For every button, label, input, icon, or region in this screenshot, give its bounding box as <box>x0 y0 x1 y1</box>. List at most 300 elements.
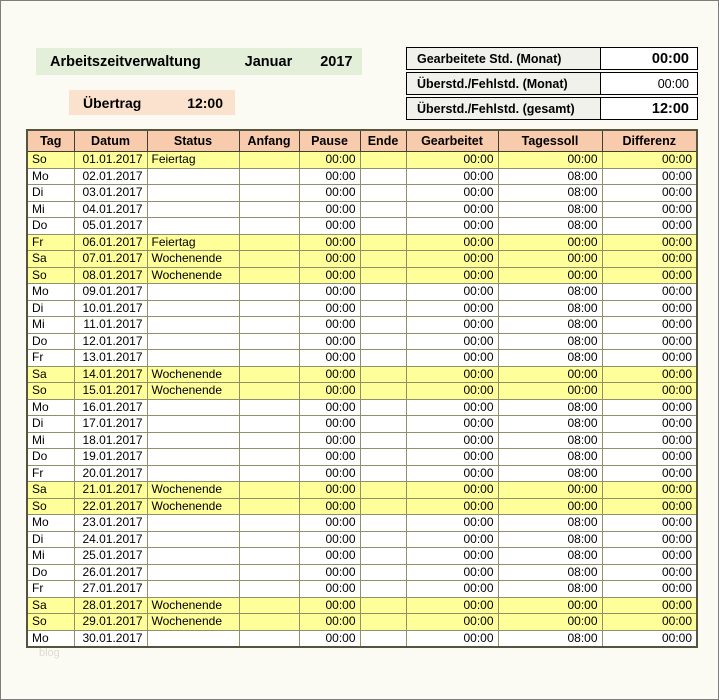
carryover-value[interactable]: 12:00 <box>187 94 223 111</box>
cell-date: 02.01.2017 <box>74 168 147 185</box>
table-row <box>27 383 697 400</box>
cell-day: Fr <box>27 465 74 482</box>
cell-break[interactable]: 00:00 <box>299 515 360 532</box>
cell-difference: 00:00 <box>602 630 697 647</box>
cell-break[interactable]: 00:00 <box>299 564 360 581</box>
cell-difference: 00:00 <box>602 284 697 301</box>
cell-break[interactable]: 00:00 <box>299 399 360 416</box>
cell-difference: 00:00 <box>602 416 697 433</box>
cell-status[interactable]: Wochenende <box>147 251 239 268</box>
table-row <box>27 465 697 482</box>
cell-start[interactable] <box>239 383 299 400</box>
cell-target: 08:00 <box>498 449 602 466</box>
cell-worked: 00:00 <box>406 515 498 532</box>
cell-day: Do <box>27 218 74 235</box>
summary-overtime-month-label: Überstd./Fehlstd. (Monat) <box>407 73 601 94</box>
cell-date: 21.01.2017 <box>74 482 147 499</box>
cell-worked: 00:00 <box>406 284 498 301</box>
cell-status[interactable] <box>147 449 239 466</box>
table-row <box>27 300 697 317</box>
cell-start[interactable] <box>239 614 299 631</box>
cell-worked: 00:00 <box>406 168 498 185</box>
cell-worked: 00:00 <box>406 350 498 367</box>
cell-worked: 00:00 <box>406 152 498 169</box>
cell-difference: 00:00 <box>602 366 697 383</box>
cell-end[interactable] <box>360 317 406 334</box>
cell-start[interactable] <box>239 317 299 334</box>
carryover-block <box>69 90 235 115</box>
table-row <box>27 218 697 235</box>
cell-break[interactable]: 00:00 <box>299 614 360 631</box>
table-row <box>27 234 697 251</box>
header-status: Status <box>147 130 239 152</box>
table-row <box>27 350 697 367</box>
cell-worked: 00:00 <box>406 449 498 466</box>
cell-difference: 00:00 <box>602 185 697 202</box>
cell-target: 00:00 <box>498 597 602 614</box>
cell-status[interactable]: Wochenende <box>147 366 239 383</box>
cell-worked: 00:00 <box>406 416 498 433</box>
cell-date: 08.01.2017 <box>74 267 147 284</box>
cell-day: Di <box>27 185 74 202</box>
table-row <box>27 168 697 185</box>
cell-difference: 00:00 <box>602 152 697 169</box>
cell-date: 24.01.2017 <box>74 531 147 548</box>
cell-end[interactable] <box>360 498 406 515</box>
cell-worked: 00:00 <box>406 465 498 482</box>
cell-break[interactable]: 00:00 <box>299 284 360 301</box>
table-row <box>27 630 697 647</box>
header-break: Pause <box>299 130 360 152</box>
cell-status[interactable] <box>147 581 239 598</box>
cell-date: 16.01.2017 <box>74 399 147 416</box>
cell-start[interactable] <box>239 300 299 317</box>
cell-status[interactable] <box>147 201 239 218</box>
cell-difference: 00:00 <box>602 432 697 449</box>
cell-day: Mo <box>27 630 74 647</box>
cell-status[interactable] <box>147 218 239 235</box>
cell-worked: 00:00 <box>406 482 498 499</box>
cell-date: 27.01.2017 <box>74 581 147 598</box>
table-row <box>27 366 697 383</box>
cell-break[interactable]: 00:00 <box>299 531 360 548</box>
cell-start[interactable] <box>239 581 299 598</box>
table-row <box>27 498 697 515</box>
cell-break[interactable]: 00:00 <box>299 630 360 647</box>
cell-end[interactable] <box>360 284 406 301</box>
cell-date: 22.01.2017 <box>74 498 147 515</box>
summary-overtime-total-label: Überstd./Fehlstd. (gesamt) <box>407 98 601 119</box>
cell-status[interactable]: Feiertag <box>147 234 239 251</box>
cell-status[interactable]: Wochenende <box>147 267 239 284</box>
cell-break[interactable]: 00:00 <box>299 350 360 367</box>
cell-date: 26.01.2017 <box>74 564 147 581</box>
cell-end[interactable] <box>360 267 406 284</box>
cell-difference: 00:00 <box>602 317 697 334</box>
cell-status[interactable]: Wochenende <box>147 614 239 631</box>
cell-end[interactable] <box>360 168 406 185</box>
table-row <box>27 399 697 416</box>
cell-target: 08:00 <box>498 465 602 482</box>
cell-target: 00:00 <box>498 267 602 284</box>
cell-status[interactable] <box>147 432 239 449</box>
cell-day: Mo <box>27 284 74 301</box>
cell-difference: 00:00 <box>602 383 697 400</box>
cell-end[interactable] <box>360 201 406 218</box>
timesheet-body <box>27 152 697 648</box>
table-row <box>27 333 697 350</box>
cell-target: 08:00 <box>498 300 602 317</box>
cell-day: Mo <box>27 168 74 185</box>
cell-end[interactable] <box>360 515 406 532</box>
cell-start[interactable] <box>239 234 299 251</box>
watermark-text: blog <box>39 647 60 659</box>
cell-target: 08:00 <box>498 564 602 581</box>
cell-worked: 00:00 <box>406 333 498 350</box>
cell-end[interactable] <box>360 548 406 565</box>
cell-break[interactable]: 00:00 <box>299 366 360 383</box>
cell-status[interactable] <box>147 416 239 433</box>
summary-worked-label: Gearbeitete Std. (Monat) <box>407 48 601 69</box>
cell-start[interactable] <box>239 564 299 581</box>
cell-start[interactable] <box>239 366 299 383</box>
cell-start[interactable] <box>239 515 299 532</box>
cell-day: Mi <box>27 432 74 449</box>
cell-break[interactable]: 00:00 <box>299 218 360 235</box>
cell-end[interactable] <box>360 350 406 367</box>
cell-worked: 00:00 <box>406 300 498 317</box>
cell-day: Mi <box>27 317 74 334</box>
cell-status[interactable] <box>147 284 239 301</box>
cell-target: 08:00 <box>498 399 602 416</box>
cell-start[interactable] <box>239 350 299 367</box>
table-row <box>27 284 697 301</box>
cell-status[interactable]: Feiertag <box>147 152 239 169</box>
cell-status[interactable]: Wochenende <box>147 383 239 400</box>
cell-difference: 00:00 <box>602 350 697 367</box>
cell-break[interactable]: 00:00 <box>299 267 360 284</box>
cell-day: Di <box>27 300 74 317</box>
cell-target: 08:00 <box>498 185 602 202</box>
cell-break[interactable]: 00:00 <box>299 482 360 499</box>
cell-worked: 00:00 <box>406 201 498 218</box>
cell-start[interactable] <box>239 251 299 268</box>
cell-date: 15.01.2017 <box>74 383 147 400</box>
cell-target: 00:00 <box>498 251 602 268</box>
cell-start[interactable] <box>239 168 299 185</box>
cell-worked: 00:00 <box>406 498 498 515</box>
cell-worked: 00:00 <box>406 267 498 284</box>
cell-start[interactable] <box>239 416 299 433</box>
cell-start[interactable] <box>239 399 299 416</box>
cell-difference: 00:00 <box>602 234 697 251</box>
cell-day: Mi <box>27 548 74 565</box>
header-target: Tagessoll <box>498 130 602 152</box>
cell-status[interactable] <box>147 168 239 185</box>
cell-status[interactable] <box>147 185 239 202</box>
cell-difference: 00:00 <box>602 482 697 499</box>
table-row <box>27 597 697 614</box>
cell-day: Sa <box>27 482 74 499</box>
cell-break[interactable]: 00:00 <box>299 416 360 433</box>
header-worked: Gearbeitet <box>406 130 498 152</box>
cell-date: 05.01.2017 <box>74 218 147 235</box>
cell-end[interactable] <box>360 383 406 400</box>
cell-worked: 00:00 <box>406 597 498 614</box>
cell-start[interactable] <box>239 630 299 647</box>
cell-worked: 00:00 <box>406 548 498 565</box>
cell-date: 11.01.2017 <box>74 317 147 334</box>
cell-difference: 00:00 <box>602 531 697 548</box>
cell-day: So <box>27 152 74 169</box>
cell-break[interactable]: 00:00 <box>299 185 360 202</box>
cell-day: Fr <box>27 581 74 598</box>
cell-difference: 00:00 <box>602 399 697 416</box>
cell-status[interactable] <box>147 630 239 647</box>
cell-date: 09.01.2017 <box>74 284 147 301</box>
cell-date: 07.01.2017 <box>74 251 147 268</box>
cell-break[interactable]: 00:00 <box>299 449 360 466</box>
table-row <box>27 416 697 433</box>
cell-end[interactable] <box>360 581 406 598</box>
cell-start[interactable] <box>239 482 299 499</box>
sheet-title <box>36 48 362 75</box>
cell-difference: 00:00 <box>602 333 697 350</box>
cell-date: 28.01.2017 <box>74 597 147 614</box>
cell-worked: 00:00 <box>406 251 498 268</box>
summary-row-overtime-total <box>406 97 698 120</box>
cell-date: 18.01.2017 <box>74 432 147 449</box>
cell-day: Fr <box>27 350 74 367</box>
cell-break[interactable]: 00:00 <box>299 152 360 169</box>
cell-date: 14.01.2017 <box>74 366 147 383</box>
cell-status[interactable] <box>147 515 239 532</box>
table-row <box>27 317 697 334</box>
cell-status[interactable] <box>147 531 239 548</box>
table-row <box>27 581 697 598</box>
cell-difference: 00:00 <box>602 465 697 482</box>
cell-end[interactable] <box>360 531 406 548</box>
cell-break[interactable]: 00:00 <box>299 581 360 598</box>
cell-difference: 00:00 <box>602 300 697 317</box>
cell-target: 00:00 <box>498 614 602 631</box>
cell-worked: 00:00 <box>406 366 498 383</box>
cell-day: Mo <box>27 515 74 532</box>
table-row <box>27 564 697 581</box>
cell-break[interactable]: 00:00 <box>299 251 360 268</box>
cell-status[interactable] <box>147 317 239 334</box>
cell-worked: 00:00 <box>406 581 498 598</box>
cell-status[interactable]: Wochenende <box>147 597 239 614</box>
cell-difference: 00:00 <box>602 168 697 185</box>
cell-difference: 00:00 <box>602 581 697 598</box>
cell-end[interactable] <box>360 366 406 383</box>
cell-difference: 00:00 <box>602 251 697 268</box>
summary-worked-value: 00:00 <box>601 48 697 69</box>
cell-day: Do <box>27 333 74 350</box>
cell-day: So <box>27 614 74 631</box>
cell-target: 08:00 <box>498 630 602 647</box>
cell-worked: 00:00 <box>406 630 498 647</box>
cell-worked: 00:00 <box>406 614 498 631</box>
cell-difference: 00:00 <box>602 449 697 466</box>
cell-end[interactable] <box>360 614 406 631</box>
cell-end[interactable] <box>360 482 406 499</box>
header-date: Datum <box>74 130 147 152</box>
cell-date: 20.01.2017 <box>74 465 147 482</box>
title-year: 2017 <box>320 53 353 70</box>
cell-start[interactable] <box>239 218 299 235</box>
cell-difference: 00:00 <box>602 201 697 218</box>
cell-break[interactable]: 00:00 <box>299 300 360 317</box>
cell-break[interactable]: 00:00 <box>299 234 360 251</box>
cell-worked: 00:00 <box>406 564 498 581</box>
cell-end[interactable] <box>360 597 406 614</box>
cell-end[interactable] <box>360 432 406 449</box>
cell-status[interactable] <box>147 350 239 367</box>
cell-worked: 00:00 <box>406 234 498 251</box>
cell-start[interactable] <box>239 284 299 301</box>
cell-target: 08:00 <box>498 416 602 433</box>
cell-target: 08:00 <box>498 218 602 235</box>
cell-end[interactable] <box>360 416 406 433</box>
cell-start[interactable] <box>239 333 299 350</box>
table-row <box>27 251 697 268</box>
cell-day: Di <box>27 531 74 548</box>
cell-target: 00:00 <box>498 152 602 169</box>
table-row <box>27 152 697 169</box>
cell-start[interactable] <box>239 465 299 482</box>
cell-end[interactable] <box>360 218 406 235</box>
cell-date: 25.01.2017 <box>74 548 147 565</box>
cell-day: Fr <box>27 234 74 251</box>
cell-worked: 00:00 <box>406 383 498 400</box>
cell-date: 13.01.2017 <box>74 350 147 367</box>
cell-end[interactable] <box>360 449 406 466</box>
cell-start[interactable] <box>239 548 299 565</box>
cell-end[interactable] <box>360 251 406 268</box>
cell-end[interactable] <box>360 333 406 350</box>
cell-target: 08:00 <box>498 531 602 548</box>
cell-start[interactable] <box>239 152 299 169</box>
cell-start[interactable] <box>239 201 299 218</box>
cell-day: Sa <box>27 251 74 268</box>
cell-day: Do <box>27 449 74 466</box>
cell-worked: 00:00 <box>406 531 498 548</box>
cell-start[interactable] <box>239 449 299 466</box>
cell-day: So <box>27 498 74 515</box>
cell-start[interactable] <box>239 267 299 284</box>
cell-target: 08:00 <box>498 284 602 301</box>
cell-start[interactable] <box>239 498 299 515</box>
cell-end[interactable] <box>360 185 406 202</box>
cell-status[interactable] <box>147 465 239 482</box>
header-end: Ende <box>360 130 406 152</box>
cell-status[interactable] <box>147 548 239 565</box>
cell-break[interactable]: 00:00 <box>299 597 360 614</box>
cell-difference: 00:00 <box>602 614 697 631</box>
cell-status[interactable] <box>147 300 239 317</box>
cell-day: Sa <box>27 597 74 614</box>
cell-worked: 00:00 <box>406 218 498 235</box>
cell-target: 00:00 <box>498 234 602 251</box>
cell-end[interactable] <box>360 152 406 169</box>
cell-start[interactable] <box>239 597 299 614</box>
app-title: Arbeitszeitverwaltung <box>50 53 201 70</box>
cell-start[interactable] <box>239 185 299 202</box>
cell-break[interactable]: 00:00 <box>299 383 360 400</box>
cell-difference: 00:00 <box>602 218 697 235</box>
cell-difference: 00:00 <box>602 267 697 284</box>
cell-date: 12.01.2017 <box>74 333 147 350</box>
cell-end[interactable] <box>360 399 406 416</box>
cell-end[interactable] <box>360 465 406 482</box>
cell-date: 19.01.2017 <box>74 449 147 466</box>
cell-end[interactable] <box>360 234 406 251</box>
table-row <box>27 531 697 548</box>
cell-status[interactable]: Wochenende <box>147 498 239 515</box>
cell-target: 08:00 <box>498 548 602 565</box>
cell-worked: 00:00 <box>406 317 498 334</box>
header-day: Tag <box>27 130 74 152</box>
cell-break[interactable]: 00:00 <box>299 333 360 350</box>
table-row <box>27 548 697 565</box>
cell-target: 08:00 <box>498 333 602 350</box>
table-row <box>27 449 697 466</box>
cell-date: 06.01.2017 <box>74 234 147 251</box>
cell-break[interactable]: 00:00 <box>299 168 360 185</box>
cell-break[interactable]: 00:00 <box>299 317 360 334</box>
cell-target: 00:00 <box>498 482 602 499</box>
table-row <box>27 614 697 631</box>
cell-break[interactable]: 00:00 <box>299 548 360 565</box>
summary-overtime-month-value: 00:00 <box>601 73 697 94</box>
cell-break[interactable]: 00:00 <box>299 201 360 218</box>
cell-difference: 00:00 <box>602 564 697 581</box>
cell-end[interactable] <box>360 564 406 581</box>
monthly-summary <box>406 47 698 122</box>
cell-day: Sa <box>27 366 74 383</box>
cell-break[interactable]: 00:00 <box>299 465 360 482</box>
cell-target: 08:00 <box>498 581 602 598</box>
cell-end[interactable] <box>360 630 406 647</box>
cell-end[interactable] <box>360 300 406 317</box>
cell-status[interactable] <box>147 399 239 416</box>
cell-start[interactable] <box>239 531 299 548</box>
cell-status[interactable] <box>147 333 239 350</box>
cell-target: 00:00 <box>498 383 602 400</box>
cell-date: 17.01.2017 <box>74 416 147 433</box>
cell-day: Mo <box>27 399 74 416</box>
header-start: Anfang <box>239 130 299 152</box>
cell-target: 08:00 <box>498 317 602 334</box>
cell-worked: 00:00 <box>406 185 498 202</box>
table-row <box>27 482 697 499</box>
cell-date: 03.01.2017 <box>74 185 147 202</box>
table-row <box>27 432 697 449</box>
cell-target: 00:00 <box>498 366 602 383</box>
cell-start[interactable] <box>239 432 299 449</box>
cell-date: 10.01.2017 <box>74 300 147 317</box>
cell-status[interactable]: Wochenende <box>147 482 239 499</box>
cell-break[interactable]: 00:00 <box>299 498 360 515</box>
cell-difference: 00:00 <box>602 498 697 515</box>
cell-date: 29.01.2017 <box>74 614 147 631</box>
cell-day: Do <box>27 564 74 581</box>
cell-status[interactable] <box>147 564 239 581</box>
cell-date: 04.01.2017 <box>74 201 147 218</box>
cell-break[interactable]: 00:00 <box>299 432 360 449</box>
